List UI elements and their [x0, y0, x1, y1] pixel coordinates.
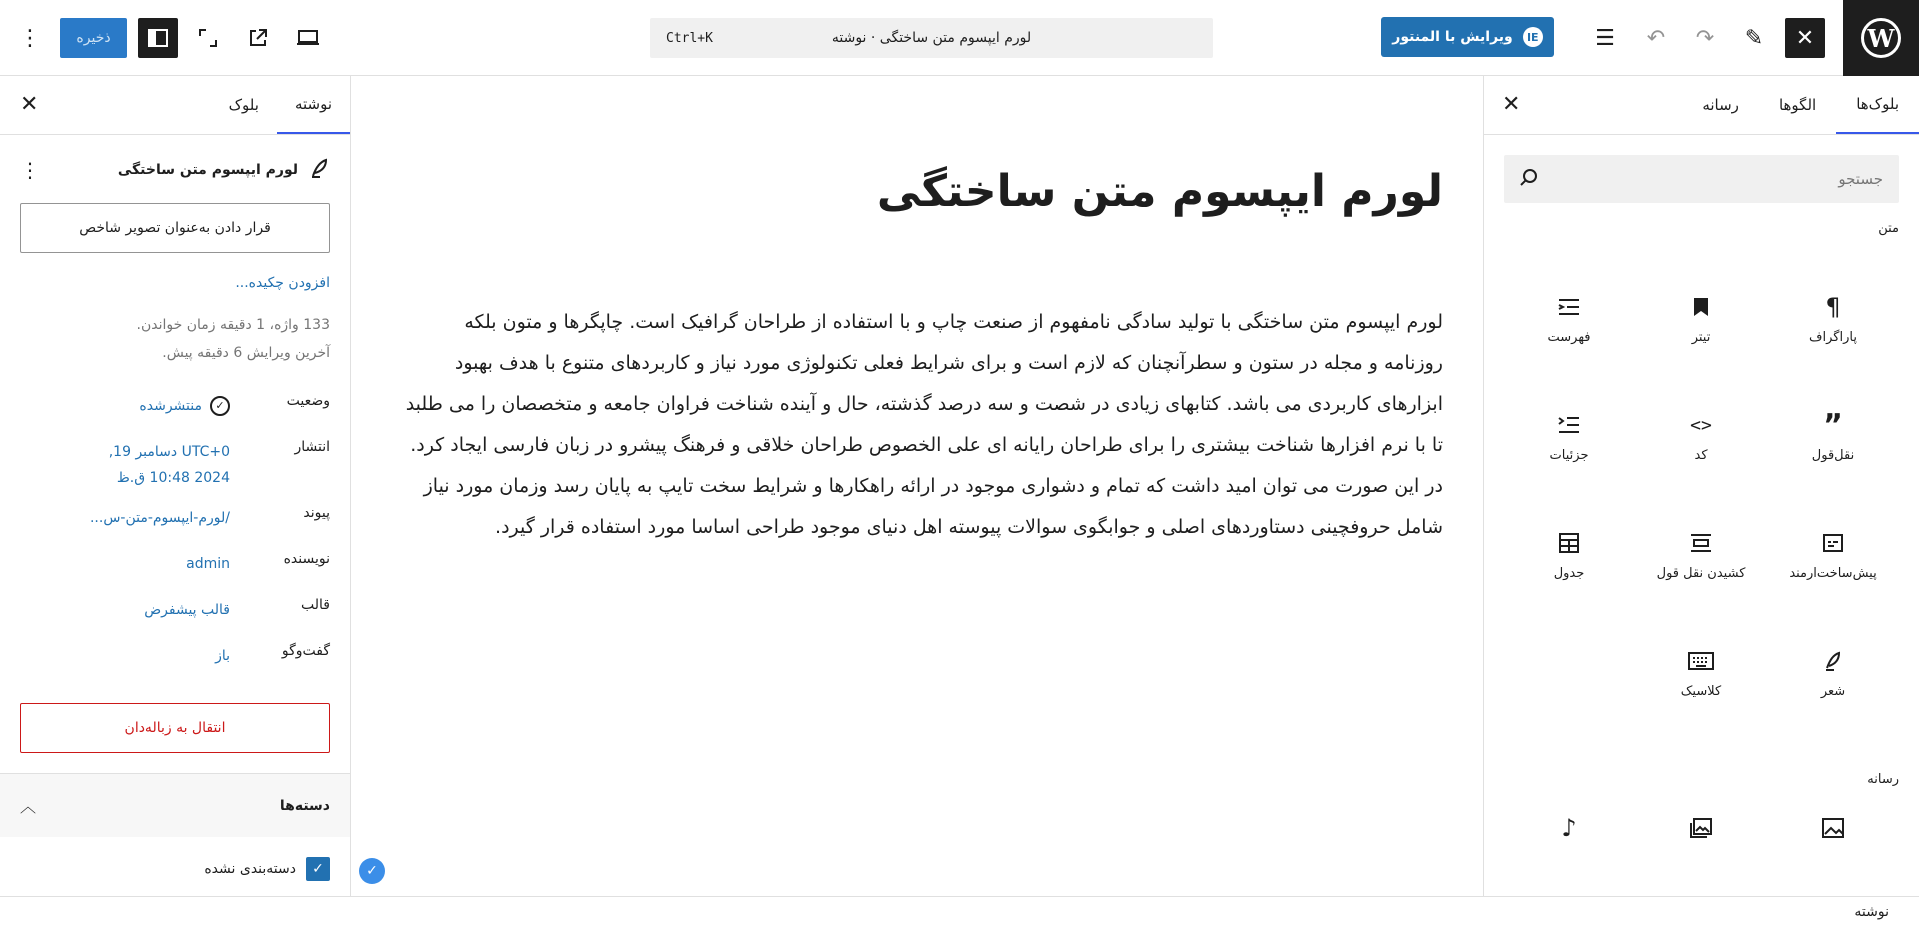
- code-icon: <>: [1690, 414, 1712, 436]
- block-paragraph[interactable]: [1767, 266, 1899, 384]
- section-media-label: رسانه: [1867, 772, 1899, 787]
- block-pullquote[interactable]: [1635, 502, 1767, 620]
- status-label: وضعیت: [286, 393, 330, 409]
- block-label: تیتر: [1691, 330, 1711, 345]
- search-placeholder: جستجو: [1838, 170, 1883, 188]
- block-search-input[interactable]: [1504, 155, 1899, 203]
- tab-media[interactable]: رسانه: [1702, 96, 1739, 114]
- block-preformatted[interactable]: [1767, 502, 1899, 620]
- options-menu-icon[interactable]: ⋮: [19, 25, 41, 51]
- status-value[interactable]: [139, 387, 230, 419]
- table-icon: [1554, 528, 1584, 558]
- block-label: کد: [1694, 448, 1708, 463]
- image-icon: [1818, 813, 1848, 843]
- template-row: [20, 591, 330, 637]
- list-icon: [1554, 292, 1584, 322]
- checkbox-checked-icon[interactable]: ✓: [306, 857, 330, 881]
- add-excerpt-link[interactable]: افزودن چکیده...: [235, 275, 330, 291]
- block-label: پاراگراف: [1809, 330, 1857, 345]
- details-icon: [1554, 410, 1584, 440]
- tab-blocks[interactable]: بلوک‌ها: [1836, 76, 1919, 134]
- block-label: فهرست: [1547, 330, 1591, 345]
- publish-date-line2: 2024 10:48 ق.ظ: [116, 470, 230, 486]
- block-grid-text: [1504, 266, 1899, 738]
- block-label: کشیدن نقل قول: [1656, 566, 1746, 581]
- block-label: پیش‌ساخت‌ارمند: [1789, 566, 1877, 581]
- discussion-value[interactable]: باز: [215, 648, 230, 664]
- section-text-label: متن: [1878, 221, 1899, 236]
- permalink-row: [20, 499, 330, 545]
- block-label: جدول: [1553, 566, 1585, 581]
- feather-icon: [308, 157, 330, 183]
- elementor-icon: IE: [1523, 27, 1543, 47]
- block-list[interactable]: [1503, 266, 1635, 384]
- block-verse[interactable]: [1767, 620, 1899, 738]
- template-label: قالب: [301, 597, 330, 613]
- gallery-icon: [1686, 813, 1716, 843]
- preformatted-icon: [1818, 528, 1848, 558]
- more-actions-icon[interactable]: ⋮: [20, 158, 40, 182]
- block-details[interactable]: [1503, 384, 1635, 502]
- verse-icon: [1818, 646, 1848, 676]
- block-audio[interactable]: [1503, 805, 1635, 896]
- discussion-row: [20, 637, 330, 683]
- tools-pencil-icon[interactable]: ✎: [1744, 25, 1764, 51]
- heading-icon: [1686, 292, 1716, 322]
- classic-icon: [1686, 646, 1716, 676]
- categories-panel-header[interactable]: [0, 773, 350, 837]
- chevron-up-icon: ︿: [20, 797, 37, 816]
- category-label: دسته‌بندی نشده: [204, 861, 296, 877]
- status-text: منتشرشده: [139, 398, 202, 414]
- view-post-external-icon[interactable]: [238, 18, 278, 58]
- post-properties: [20, 387, 330, 683]
- close-inserter-button[interactable]: ✕: [1785, 18, 1825, 58]
- undo-icon[interactable]: ↶: [1646, 25, 1666, 51]
- shortcut-hint: Ctrl+K: [666, 30, 713, 46]
- editor-canvas: [351, 76, 1483, 896]
- post-summary-header: [20, 155, 330, 185]
- block-classic[interactable]: [1635, 620, 1767, 738]
- settings-tabs: [0, 76, 350, 135]
- fullscreen-icon[interactable]: [188, 18, 228, 58]
- publish-label: انتشار: [294, 439, 330, 455]
- category-uncategorized[interactable]: [20, 857, 330, 881]
- block-label: کلاسیک: [1680, 684, 1722, 699]
- publish-row: [20, 433, 330, 499]
- wordpress-icon: W: [1861, 18, 1901, 58]
- set-featured-image-button[interactable]: قرار دادن به‌عنوان تصویر شاخص: [20, 203, 330, 253]
- wordpress-logo[interactable]: [1843, 0, 1919, 76]
- settings-sidebar: [0, 76, 351, 896]
- save-status-check-icon: ✓: [359, 858, 385, 884]
- audio-icon: ♪: [1561, 814, 1577, 842]
- document-overview-icon[interactable]: ☰: [1595, 25, 1615, 51]
- pullquote-icon: [1686, 528, 1716, 558]
- post-meta-info: [20, 311, 330, 367]
- block-label: جزئیات: [1549, 448, 1589, 463]
- permalink-value[interactable]: /لورم-ایپسوم-متن-س...: [89, 510, 230, 526]
- publish-date-line1: UTC+0 دسامبر 19,: [108, 444, 230, 460]
- published-check-icon: ✓: [210, 396, 230, 416]
- search-icon: [1520, 168, 1538, 190]
- block-heading[interactable]: [1635, 266, 1767, 384]
- edit-with-elementor-button[interactable]: [1381, 17, 1554, 57]
- author-value[interactable]: admin: [186, 556, 230, 572]
- close-icon[interactable]: ✕: [20, 92, 39, 117]
- author-label: نویسنده: [283, 551, 330, 567]
- block-inserter: [1483, 76, 1919, 896]
- paragraph-icon: ¶: [1825, 293, 1841, 321]
- settings-sidebar-toggle-icon[interactable]: [138, 18, 178, 58]
- discussion-label: گفت‌وگو: [281, 643, 330, 659]
- document-title: لورم ایپسوم متن ساختگی · نوشته: [831, 30, 1032, 46]
- block-image[interactable]: [1767, 805, 1899, 896]
- save-button[interactable]: ذخیره: [60, 18, 127, 58]
- close-icon[interactable]: ✕: [1502, 92, 1521, 117]
- block-quote[interactable]: [1767, 384, 1899, 502]
- inserter-tabs: [1484, 76, 1919, 135]
- template-value[interactable]: قالب پیشفرض: [144, 602, 230, 618]
- publish-date[interactable]: [109, 433, 230, 491]
- command-palette-bar[interactable]: [650, 18, 1213, 58]
- status-row: [20, 387, 330, 433]
- block-grid-media: [1504, 805, 1899, 896]
- block-table[interactable]: [1503, 502, 1635, 620]
- elementor-label: ویرایش با المنتور: [1392, 29, 1513, 45]
- post-title[interactable]: لورم ایپسوم متن ساختگی: [876, 166, 1443, 217]
- block-gallery[interactable]: [1635, 805, 1767, 896]
- categories-title: دسته‌ها: [279, 797, 330, 814]
- move-to-trash-button[interactable]: انتقال به زباله‌دان: [20, 703, 330, 753]
- paragraph-block[interactable]: لورم ایپسوم متن ساختگی با تولید سادگی نامفهوم از صنعت چاپ و با استفاده از طراحان گرافیک است. چاپگرها و متون بلکه روزنامه و مجله در ستون و سطرآنچنان که لازم است و برای شرایط فعلی تکنولوژی مورد نیاز و کاربردهای متنوع با هدف بهبود ابزارهای کاربردی می باشد. کتابهای زیادی در شصت و سه درصد گذشته، حال و آینده شناخت فراوان جامعه و متخصصان را می طلبد تا با نرم افزارها شناخت بیشتری را برای طراحان رایانه ای علی الخصوص طراحان خلاقی و فرهنگ پیشرو در زبان فارسی ایجاد کرد. در این صورت می توان امید داشت که تمام و دشواری موجود در ارائه راهکارها و شرایط سخت تایپ به پایان رسد وزمان مورد نیاز شامل حروفچینی دستاوردهای اصلی و جوابگوی سوالات پیوسته اهل دنیای موجود طراحی اساسا مورد استفاده قرار گیرد.: [405, 311, 1443, 538]
- block-label: شعر: [1820, 684, 1846, 699]
- block-label: نقل‌قول: [1811, 448, 1855, 463]
- device-preview-icon[interactable]: [288, 18, 328, 58]
- last-edited: آخرین ویرایش 6 دقیقه پیش.: [162, 345, 330, 361]
- quote-icon: ”: [1823, 407, 1843, 443]
- tab-patterns[interactable]: الگوها: [1778, 96, 1817, 114]
- author-row: [20, 545, 330, 591]
- tab-post[interactable]: نوشته: [277, 76, 350, 134]
- block-code[interactable]: [1635, 384, 1767, 502]
- editor-header: [0, 0, 1919, 76]
- word-count: 133 واژه، 1 دقیقه زمان خواندن.: [136, 317, 330, 333]
- permalink-label: پیوند: [303, 505, 330, 521]
- block-breadcrumb-footer: [0, 896, 1919, 927]
- breadcrumb-item[interactable]: نوشته: [1854, 904, 1889, 920]
- post-summary-title: لورم ایپسوم متن ساختگی: [117, 162, 298, 178]
- tab-block[interactable]: بلوک: [228, 96, 259, 114]
- redo-icon[interactable]: ↷: [1695, 25, 1715, 51]
